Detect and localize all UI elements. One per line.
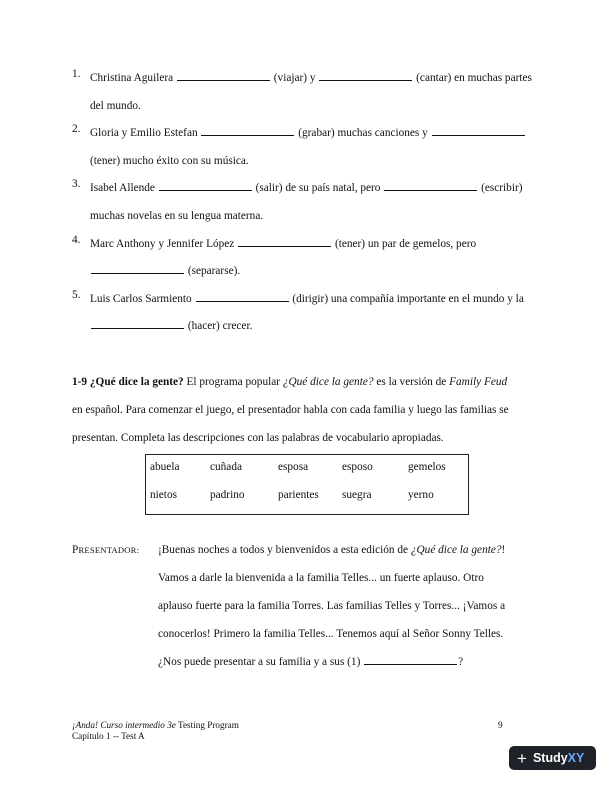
dialog-line-1-text: ¡Buenas noches a todos y bienvenidos a esta edición de: [158, 544, 411, 556]
item-text: (dirigir) una compañía importante en el mundo y la: [289, 292, 524, 305]
item-text: Marc Anthony y Jennifer López: [90, 237, 238, 250]
family-feud-name: Family Feud: [449, 376, 508, 388]
dialog-line-1: [158, 540, 558, 568]
item-number: 2.: [72, 123, 81, 136]
dialog-text: [158, 540, 558, 680]
item-text: (viajar) y: [270, 72, 319, 84]
vocabulary-word: nietos: [150, 489, 177, 501]
dialog-line-2: Vamos a darle la bienvenida a la familia Telles... un fuerte aplauso. Otro: [158, 572, 484, 584]
exercise-item: [72, 289, 552, 344]
answer-blank[interactable]: [196, 290, 289, 302]
vocabulary-word: suegra: [342, 489, 372, 501]
item-text: Isabel Allende: [90, 182, 158, 195]
footer-line-1: [72, 720, 532, 731]
exercise-list: [72, 68, 552, 344]
answer-blank[interactable]: [91, 262, 184, 274]
item-line: [90, 178, 552, 206]
exercise-item: [72, 178, 552, 233]
footer: [72, 720, 532, 742]
section-text-1: El programa popular: [183, 376, 283, 388]
dialog-line-3: aplauso fuerte para la familia Torres. Las familias Telles y Torres... ¡Vamos a: [158, 600, 506, 612]
vocabulary-word: gemelos: [408, 461, 446, 473]
item-text: (grabar) muchas canciones y: [295, 127, 431, 140]
dialog-line-4: conocerlos! Primero la familia Telles... Tenemos aquí al Señor Sonny Telles.: [158, 628, 504, 640]
item-line: [90, 234, 552, 262]
vocabulary-row: [146, 485, 468, 505]
item-text: del mundo.: [90, 99, 141, 112]
section-number: 1-9: [72, 376, 88, 388]
section-intro-line-2: en español. Para comenzar el juego, el presentador habla con cada familia y luego las familias se: [72, 404, 509, 416]
item-line: [90, 96, 552, 124]
item-line: [90, 289, 552, 317]
answer-blank[interactable]: [384, 179, 477, 191]
item-line: [90, 68, 552, 96]
studyxy-badge[interactable]: [509, 746, 596, 770]
footer-program: Testing Program: [175, 720, 239, 730]
answer-blank[interactable]: [238, 235, 331, 247]
answer-blank[interactable]: [201, 124, 294, 136]
dialog-line-1-end: !: [501, 544, 506, 556]
item-number: 5.: [72, 288, 81, 301]
item-number: 1.: [72, 68, 81, 80]
vocabulary-row: [146, 457, 468, 477]
vocabulary-word: esposo: [342, 461, 373, 473]
plus-icon: +: [517, 748, 527, 768]
section-title: ¿Qué dice la gente?: [89, 376, 184, 388]
vocabulary-word: yerno: [408, 489, 434, 501]
dialog-line-5: [158, 652, 558, 680]
footer-book-title: ¡Anda! Curso intermedio 3e: [72, 720, 176, 730]
badge-study: Study: [532, 751, 568, 765]
item-line: [90, 316, 552, 344]
item-text: (cantar) en muchas partes: [413, 72, 532, 84]
dialog-show-name: ¿Qué dice la gente?: [410, 544, 502, 556]
item-text: Christina Aguilera: [90, 72, 176, 84]
vocabulary-word: padrino: [210, 489, 245, 501]
vocabulary-word: abuela: [150, 461, 180, 473]
speaker-rest: RESENTADOR:: [78, 545, 140, 555]
page-number: 9: [498, 720, 503, 730]
badge-xy: XY: [567, 751, 585, 765]
answer-blank[interactable]: [159, 179, 252, 191]
item-text: (hacer) crecer.: [185, 320, 253, 333]
section-1-9: [72, 372, 552, 456]
answer-blank[interactable]: [432, 124, 525, 136]
exercise-item: [72, 68, 552, 123]
item-line: [90, 123, 552, 151]
item-line: [90, 151, 552, 179]
vocabulary-box: [145, 454, 469, 515]
section-intro-line-3: presentan. Completa las descripciones con las palabras de vocabulario apropiadas.: [72, 432, 444, 444]
vocabulary-word: parientes: [278, 489, 319, 501]
dialog-line-5-end: ?: [458, 656, 464, 668]
answer-blank[interactable]: [319, 69, 412, 81]
item-line: [90, 261, 552, 289]
exercise-item: [72, 234, 552, 289]
answer-blank[interactable]: [364, 653, 457, 665]
item-text: muchas novelas en su lengua materna.: [90, 209, 264, 222]
item-number: 4.: [72, 233, 81, 246]
item-text: (tener) un par de gemelos, pero: [332, 237, 477, 250]
exercise-item: [72, 123, 552, 178]
item-text: (separarse).: [185, 265, 241, 278]
answer-blank[interactable]: [177, 69, 270, 81]
vocabulary-word: cuñada: [210, 461, 242, 473]
dialog-line-5-text: ¿Nos puede presentar a su familia y a sus (1): [158, 656, 364, 668]
answer-blank[interactable]: [91, 317, 184, 329]
item-number: 3.: [72, 178, 81, 191]
speaker-initial: P: [72, 544, 79, 556]
item-line: [90, 206, 552, 234]
item-text: (escribir): [478, 182, 523, 195]
item-text: Gloria y Emilio Estefan: [90, 127, 201, 140]
vocabulary-word: esposa: [278, 461, 309, 473]
speaker-label: [72, 540, 139, 560]
show-name: ¿Qué dice la gente?: [282, 376, 374, 388]
section-text-2: es la versión de: [373, 376, 450, 388]
footer-chapter: Capítulo 1 -- Test A: [72, 731, 145, 741]
item-text: Luis Carlos Sarmiento: [90, 292, 195, 305]
item-text: (tener) mucho éxito con su música.: [90, 154, 249, 167]
section-intro-line-1: [72, 372, 552, 400]
item-text: (salir) de su país natal, pero: [252, 182, 384, 195]
